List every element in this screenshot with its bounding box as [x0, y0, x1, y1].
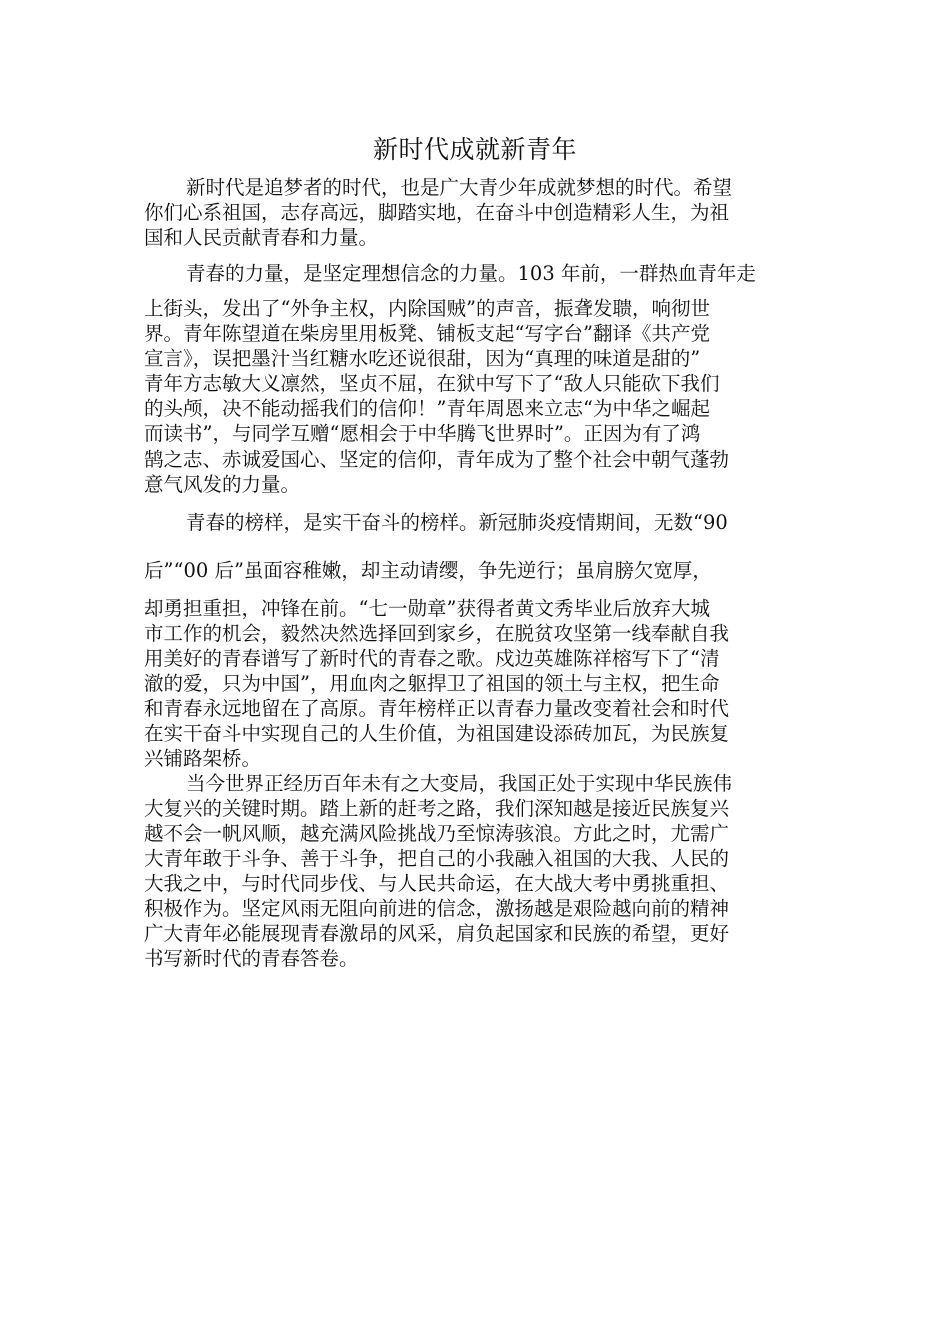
document-title: 新时代成就新青年 [372, 135, 577, 164]
paragraph-3-line-8: 在实干奋斗中实现自己的人生价值，为祖国建设添砖加瓦，为民族复 [144, 722, 730, 745]
paragraph-2-line-2: 上街头，发出了“外争主权，内除国贼”的声音，振聋发聩，响彻世 [144, 297, 710, 320]
paragraph-4-line-3: 越不会一帆风顺，越充满风险挑战乃至惊涛骇浪。方此之时，尤需广 [144, 822, 730, 845]
paragraph-2-line-9: 意气风发的力量。 [144, 473, 301, 496]
paragraph-2-line-3: 界。青年陈望道在柴房里用板凳、铺板支起“写字台”翻译《共产党 [144, 322, 710, 345]
paragraph-2-line-4: 宣言》，误把墨汁当红糖水吃还说很甜，因为“真理的味道是甜的” [144, 347, 701, 370]
paragraph-2-line-8: 鹄之志、赤诚爱国心、坚定的信仰，青年成为了整个社会中朝气蓬勃 [144, 448, 730, 471]
paragraph-1-line-1: 新时代是追梦者的时代，也是广大青少年成就梦想的时代。希望 [186, 176, 733, 199]
paragraph-1-line-2: 你们心系祖国，志存高远，脚踏实地，在奋斗中创造精彩人生，为祖 [144, 201, 730, 224]
paragraph-3-line-2: 后”“00 后”虽面容稚嫩，却主动请缨，争先逆行；虽肩膀欠宽厚， [144, 559, 712, 582]
paragraph-1-line-3: 国和人民贡献青春和力量。 [144, 226, 379, 249]
paragraph-3-line-5: 用美好的青春谱写了新时代的青春之歌。戍边英雄陈祥榕写下了“清 [144, 647, 720, 670]
paragraph-3-line-3: 却勇担重担，冲锋在前。“七一勋章”获得者黄文秀毕业后放弃大城 [144, 597, 710, 620]
paragraph-4-line-7: 广大青年必能展现青春激昂的风采，肩负起国家和民族的希望，更好 [144, 922, 730, 945]
paragraph-3-line-7: 和青春永远地留在了高原。青年榜样正以青春力量改变着社会和时代 [144, 697, 730, 720]
paragraph-3-line-4: 市工作的机会，毅然决然选择回到家乡，在脱贫攻坚第一线奉献自我 [144, 622, 730, 645]
paragraph-4-line-4: 大青年敢于斗争、善于斗争，把自己的小我融入祖国的大我、人民的 [144, 847, 730, 870]
paragraph-2-line-1: 青春的力量，是坚定理想信念的力量。103 年前，一群热血青年走 [186, 262, 756, 285]
paragraph-2-line-5: 青年方志敏大义凛然，坚贞不屈，在狱中写下了“敌人只能砍下我们 [144, 372, 720, 395]
paragraph-2-line-7: 而读书”，与同学互赠“愿相会于中华腾飞世界时”。正因为有了鸿 [144, 422, 701, 445]
paragraph-4-line-6: 积极作为。坚定风雨无阻向前进的信念，激扬越是艰险越向前的精神 [144, 897, 730, 920]
paragraph-4-line-5: 大我之中，与时代同步伐、与人民共命运，在大战大考中勇挑重担、 [144, 872, 730, 895]
paragraph-4-line-8: 书写新时代的青春答卷。 [144, 947, 359, 970]
paragraph-4-line-1: 当今世界正经历百年未有之大变局，我国正处于实现中华民族伟 [186, 772, 733, 795]
paragraph-3-line-6: 澈的爱，只为中国”，用血肉之躯捍卫了祖国的领土与主权，把生命 [144, 672, 720, 695]
paragraph-4-line-2: 大复兴的关键时期。踏上新的赶考之路，我们深知越是接近民族复兴 [144, 797, 730, 820]
paragraph-2-line-6: 的头颅，决不能动摇我们的信仰！”青年周恩来立志“为中华之崛起 [144, 397, 710, 420]
paragraph-3-line-1: 青春的榜样，是实干奋斗的榜样。新冠肺炎疫情期间，无数“90 [186, 511, 728, 534]
paragraph-3-line-9: 兴铺路架桥。 [144, 747, 262, 770]
